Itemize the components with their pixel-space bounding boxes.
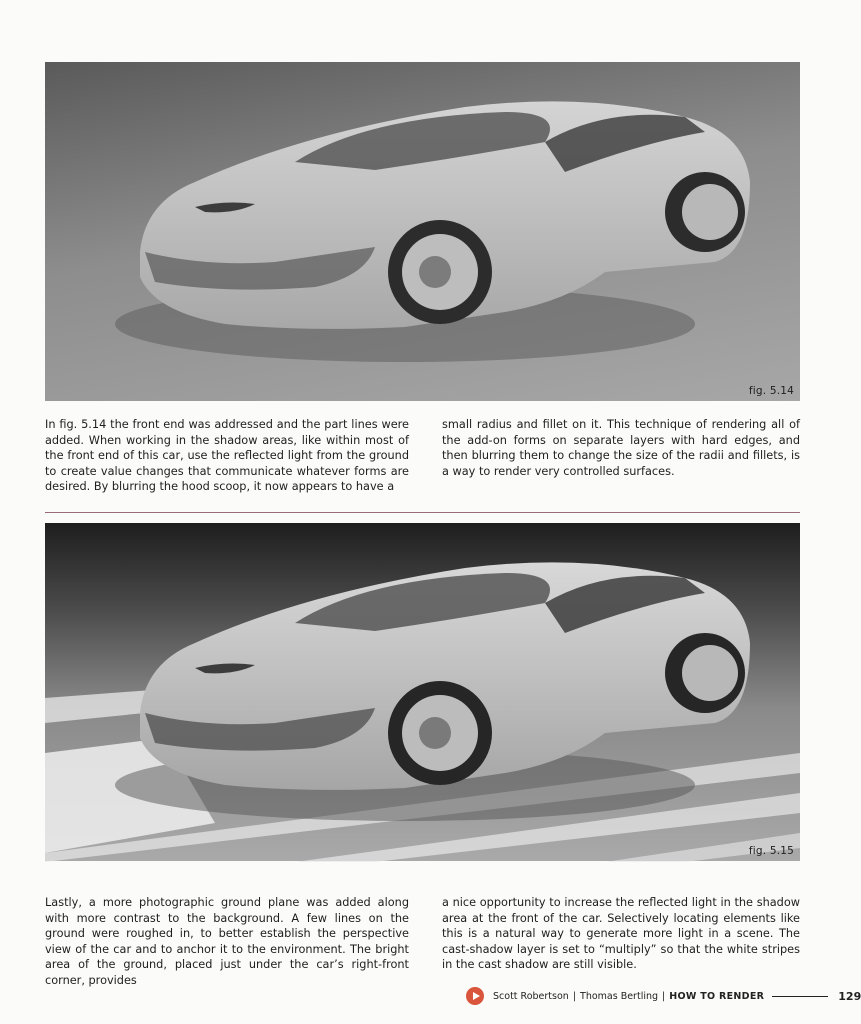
car-rendering-image — [45, 62, 800, 401]
figure-caption-label: fig. 5.14 — [748, 385, 794, 397]
footer-separator: | — [662, 990, 666, 1002]
footer-separator: | — [572, 990, 577, 1002]
page-number: 129 — [838, 989, 861, 1003]
footer-author-2: Thomas Bertling — [580, 990, 659, 1002]
figure-5-14 — [45, 62, 800, 401]
footer-author-1: Scott Robertson — [493, 990, 569, 1002]
figure-caption-label: fig. 5.15 — [748, 845, 794, 857]
figure-5-15 — [45, 523, 800, 861]
paragraph-1-column-2: small radius and fillet on it. This technique of rendering all of the add-on forms on separate layers with hard edges, and then blurring them to change the size of the radii and fillets, is a way to render very controlled surfaces. — [442, 418, 800, 478]
car-rendering-image — [45, 523, 800, 862]
paragraph-2-column-1: Lastly, a more photographic ground plane was added along with more contrast to the background. A few lines on the ground were roughed in, to better establish the perspective view of the car and to anchor it to the environment. The bright area of the ground, placed just under the car’s right-front corner, provides — [45, 896, 409, 987]
footer-book-title: HOW TO RENDER — [669, 990, 765, 1002]
paragraph-1-column-1: In fig. 5.14 the front end was addressed and the part lines were added. When working in the shadow areas, like within most of the front end of this car, use the reflected light from the ground to create value changes that communicate whatever forms are desired. By blurring the hood scoop, it now appears to have a — [45, 418, 409, 494]
page-footer — [466, 986, 861, 1006]
paragraph-2-column-2: a nice opportunity to increase the reflected light in the shadow area at the front of the car. Selectively locating elements like this is a natural way to generate more light in a scene. The cast-shadow layer is set to “multiply” so that the white stripes in the cast shadow are still visible. — [442, 896, 800, 972]
footer-rule — [772, 996, 828, 997]
play-icon — [466, 987, 484, 1005]
section-divider — [45, 512, 800, 513]
